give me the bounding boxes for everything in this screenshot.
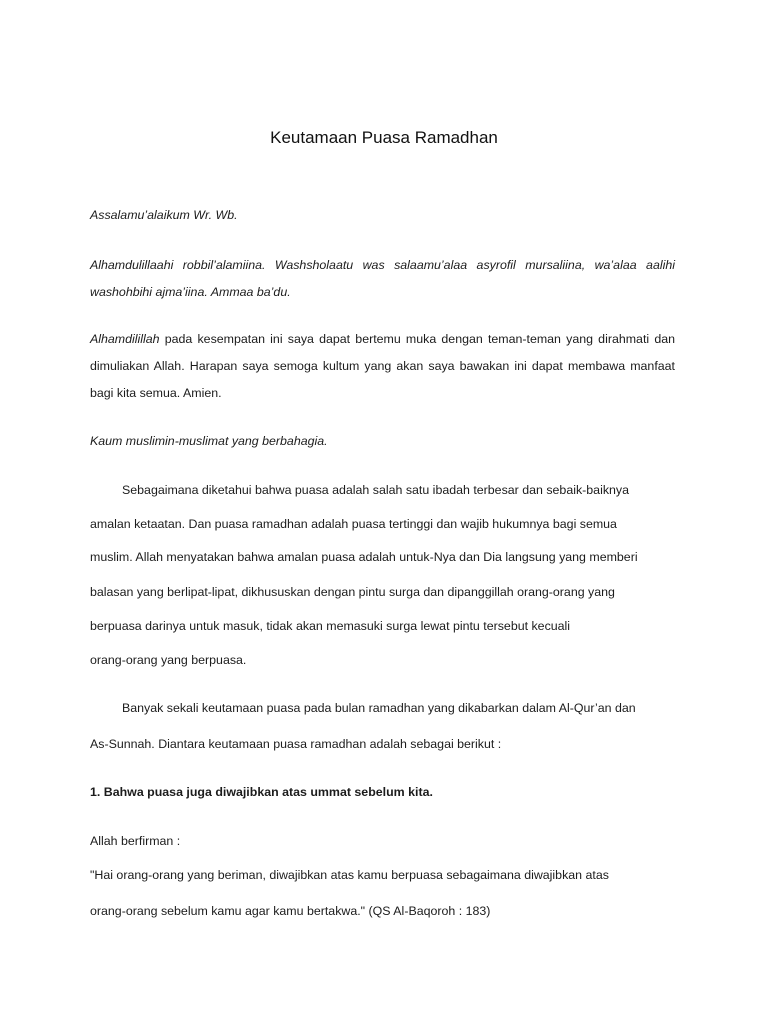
paragraph-1-line-1: Alhamdulillaahi robbil’alamiina. Washsholaatu was salaamu’alaa asyrofil mursaliina, wa’alaa aalihi [90,258,675,272]
paragraph-2-italic-word: Alhamdilillah [90,332,160,346]
paragraph-4-line-2: As-Sunnah. Diantara keutamaan puasa ramadhan adalah sebagai berikut : [90,737,502,751]
paragraph-3-line-1: Sebagaimana diketahui bahwa puasa adalah salah satu ibadah terbesar dan sebaik-baiknya [122,483,629,497]
paragraph-2-line-1-rest: pada kesempatan ini saya dapat bertemu muka dengan teman-teman yang dirahmati dan [159,332,675,346]
paragraph-3-line-5: berpuasa darinya untuk masuk, tidak akan memasuki surga lewat pintu tersebut kecuali [90,619,571,633]
quote-line-1: "Hai orang-orang yang beriman, diwajibkan atas kamu berpuasa sebagaimana diwajibkan atas [90,868,609,882]
paragraph-2-line-3: bagi kita semua. Amien. [90,386,222,400]
paragraph-3-line-2: amalan ketaatan. Dan puasa ramadhan adalah puasa tertinggi dan wajib hukumnya bagi semua [90,517,617,531]
document-title: Keutamaan Puasa Ramadhan [270,128,498,147]
paragraph-2-line-2: dimuliakan Allah. Harapan saya semoga kultum yang akan saya bawakan ini dapat membawa manfaat [90,359,675,373]
paragraph-3-line-3: muslim. Allah menyatakan bahwa amalan puasa adalah untuk-Nya dan Dia langsung yang memberi [90,550,638,564]
paragraph-3-line-4: balasan yang berlipat-lipat, dikhususkan dengan pintu surga dan dipanggillah orang-orang yang [90,585,615,599]
greeting-line: Assalamu’alaikum Wr. Wb. [90,208,238,222]
address-line: Kaum muslimin-muslimat yang berbahagia. [90,434,328,448]
point-1-heading: 1. Bahwa puasa juga diwajibkan atas ummat sebelum kita. [90,785,433,799]
quote-line-2: orang-orang sebelum kamu agar kamu bertakwa." (QS Al-Baqoroh : 183) [90,904,491,918]
paragraph-4-line-1: Banyak sekali keutamaan puasa pada bulan ramadhan yang dikabarkan dalam Al-Qur’an dan [122,701,636,715]
paragraph-3-line-6: orang-orang yang berpuasa. [90,653,247,667]
paragraph-1-line-2: washohbihi ajma’iina. Ammaa ba’du. [90,285,291,299]
paragraph-2-line-1 [90,330,675,348]
allah-says-line: Allah berfirman : [90,834,181,848]
